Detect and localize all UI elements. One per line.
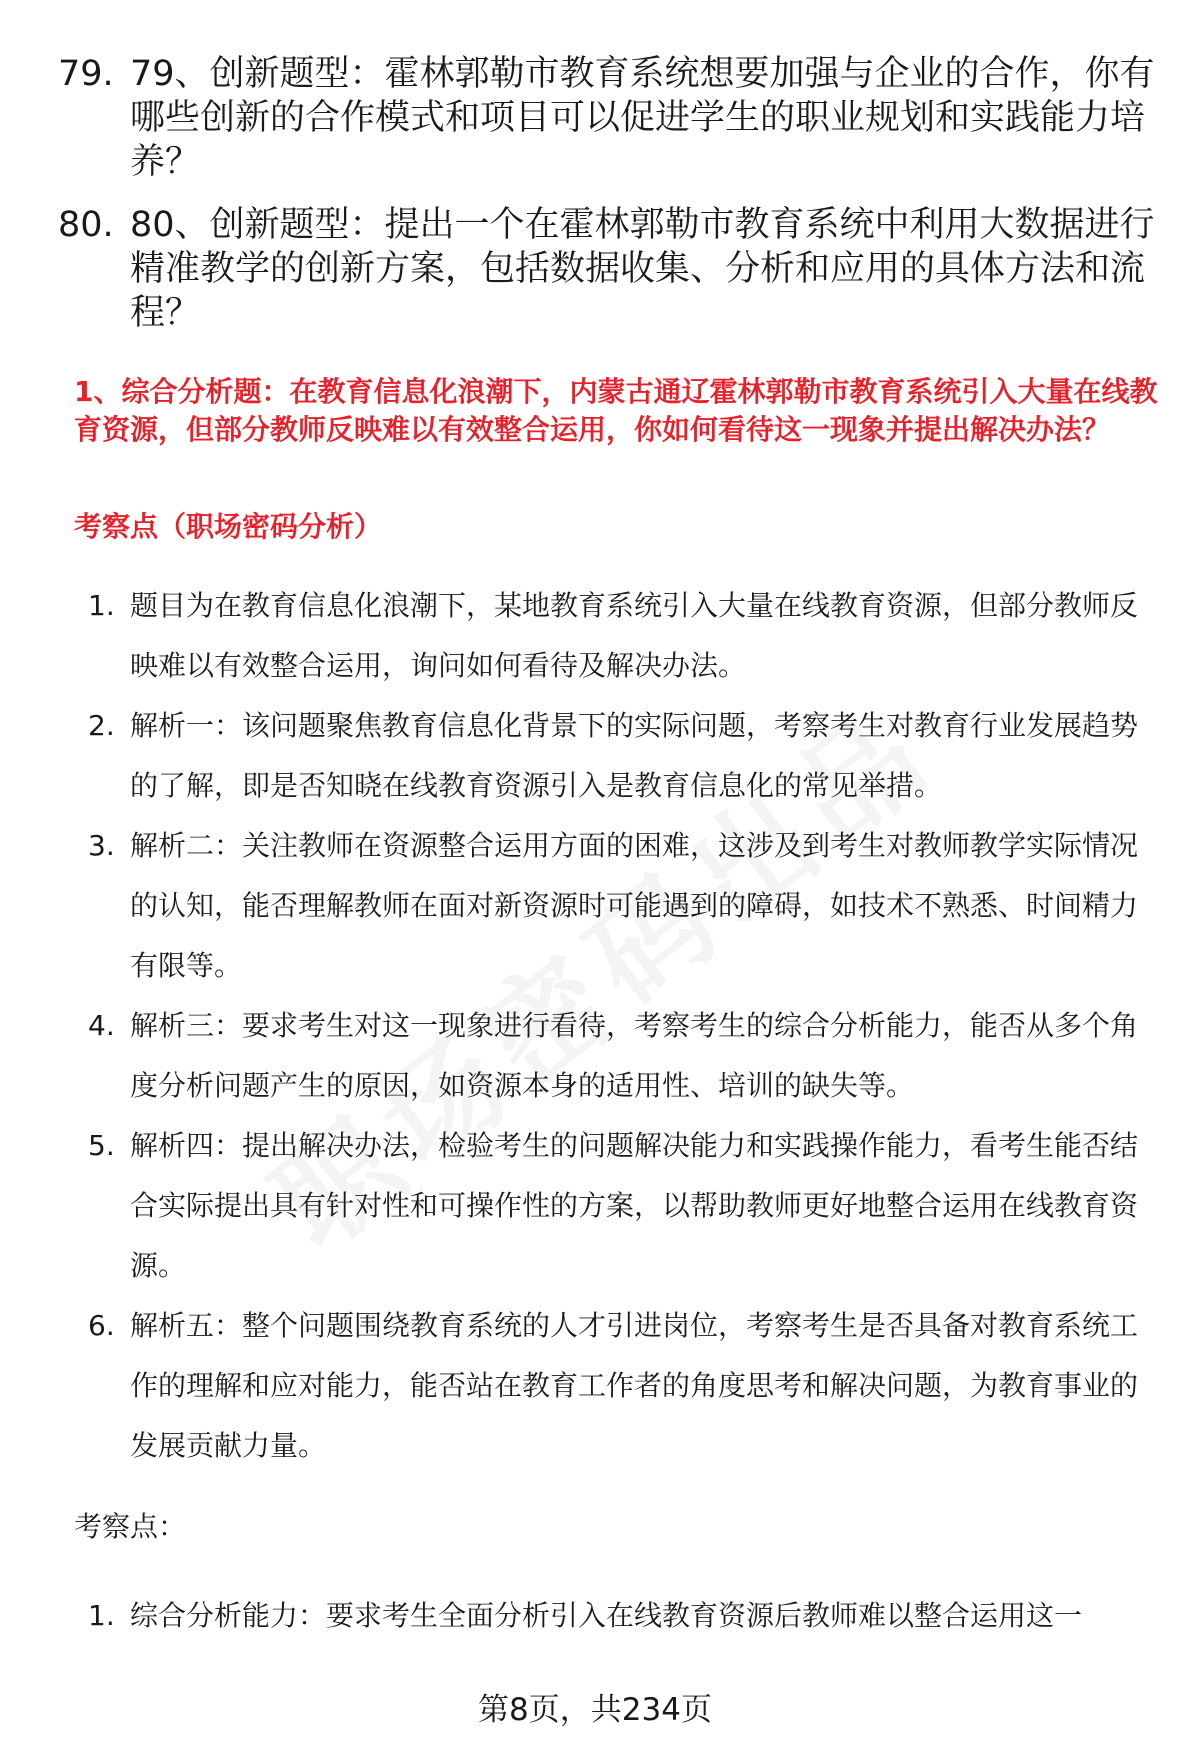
question-text: 79、创新题型：霍林郭勒市教育系统想要加强与企业的合作，你有哪些创新的合作模式和项目可以促进学生的职业规划和实践能力培养？ — [130, 54, 1155, 182]
list-item: 5. 解析四：提出解决办法，检验考生的问题解决能力和实践操作能力，看考生能否结合实际提出具有针对性和可操作性的方案，以帮助教师更好地整合运用在线教育资源。 — [88, 1129, 1139, 1282]
section-heading-2: 考察点： — [74, 1510, 187, 1543]
list-item: 1. 综合分析能力：要求考生全面分析引入在线教育资源后教师难以整合运用这一 — [88, 1599, 1083, 1632]
list-item: 4. 解析三：要求考生对这一现象进行看待，考察考生的综合分析能力，能否从多个角度分析问题产生的原因，如资源本身的适用性、培训的缺失等。 — [88, 1009, 1139, 1102]
question-number: 79. — [58, 54, 114, 94]
analysis-question: 1、综合分析题：在教育信息化浪潮下，内蒙古通辽霍林郭勒市教育系统引入大量在线教育资源，但部分教师反映难以有效整合运用，你如何看待这一现象并提出解决办法？ — [74, 375, 1158, 446]
page-number: 第8页，共234页 — [478, 1692, 712, 1728]
analysis-points-list — [88, 576, 1160, 1476]
list-item: 3. 解析二：关注教师在资源整合运用方面的困难，这涉及到考生对教师教学实际情况的认知，能否理解教师在面对新资源时可能遇到的障碍，如技术不熟悉、时间精力有限等。 — [88, 829, 1139, 982]
ability-points-list — [88, 1586, 1160, 1646]
section-heading: 考察点（职场密码分析） — [74, 510, 383, 543]
list-item: 1. 题目为在教育信息化浪潮下，某地教育系统引入大量在线教育资源，但部分教师反映难以有效整合运用，询问如何看待及解决办法。 — [88, 589, 1139, 682]
question-item-80 — [58, 203, 1158, 335]
list-item: 6. 解析五：整个问题围绕教育系统的人才引进岗位，考察考生是否具备对教育系统工作的理解和应对能力，能否站在教育工作者的角度思考和解决问题，为教育事业的发展贡献力量。 — [88, 1309, 1139, 1462]
question-number: 80. — [58, 205, 114, 245]
list-item: 2. 解析一：该问题聚焦教育信息化背景下的实际问题，考察考生对教育行业发展趋势的了解，即是否知晓在线教育资源引入是教育信息化的常见举措。 — [88, 709, 1139, 802]
question-text: 80、创新题型：提出一个在霍林郭勒市教育系统中利用大数据进行精准教学的创新方案，包括数据收集、分析和应用的具体方法和流程？ — [130, 205, 1155, 333]
question-item-79 — [58, 52, 1158, 184]
